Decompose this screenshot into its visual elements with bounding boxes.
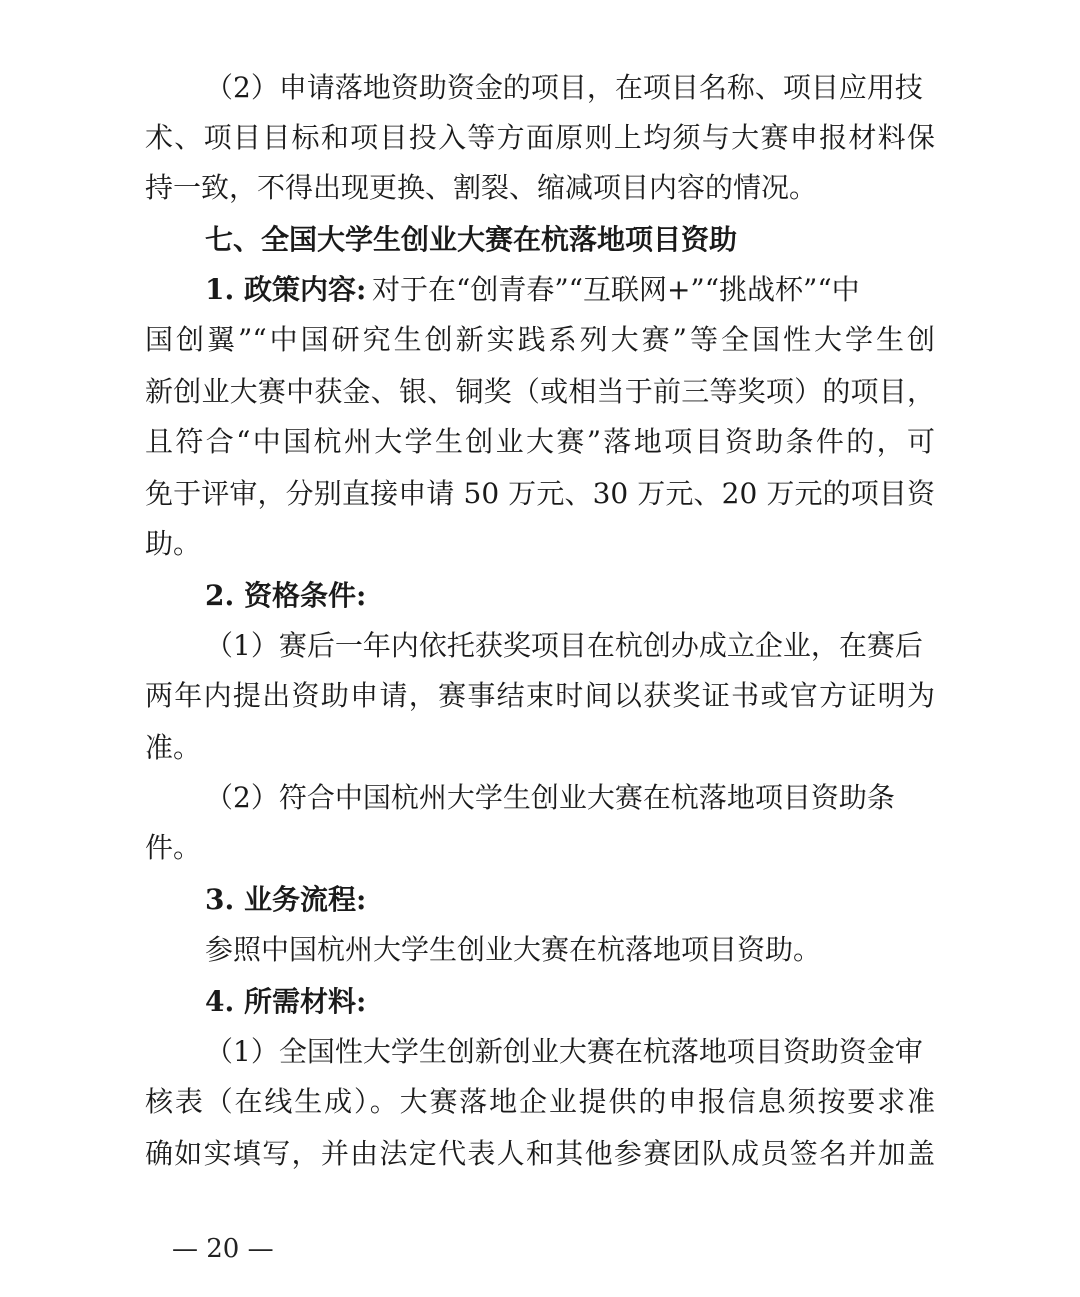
paragraph-line: 准。 [145, 731, 202, 764]
paragraph-line: 持一致，不得出现更换、割裂、缩减项目内容的情况。 [145, 171, 818, 204]
paragraph-line: 核表（在线生成）。大赛落地企业提供的申报信息须按要求准 [145, 1085, 935, 1118]
subsection-heading: 1. 政策内容: [205, 273, 367, 306]
paragraph-line: 且符合“中国杭州大学生创业大赛”落地项目资助条件的，可 [145, 425, 935, 458]
subsection-heading: 2. 资格条件: [205, 579, 367, 612]
paragraph-line: 两年内提出资助申请，赛事结束时间以获奖证书或官方证明为 [145, 679, 935, 712]
paragraph-line: 国创翼”“中国研究生创新实践系列大赛”等全国性大学生创 [145, 323, 935, 356]
paragraph-line: 件。 [145, 831, 202, 864]
page-number: — 20 — [172, 1234, 274, 1264]
paragraph-line: （1）赛后一年内依托获奖项目在杭创办成立企业，在赛后 [205, 629, 923, 662]
paragraph-line: （1）全国性大学生创新创业大赛在杭落地项目资助资金审 [205, 1035, 923, 1068]
paragraph-line: （2）申请落地资助资金的项目，在项目名称、项目应用技 [205, 71, 923, 104]
subsection-heading: 4. 所需材料: [205, 985, 367, 1018]
paragraph-line: （2）符合中国杭州大学生创业大赛在杭落地项目资助条 [205, 781, 895, 814]
paragraph-line: 助。 [145, 527, 202, 560]
paragraph-line: 术、项目目标和项目投入等方面原则上均须与大赛申报材料保 [145, 121, 935, 154]
paragraph-line: 确如实填写，并由法定代表人和其他参赛团队成员签名并加盖 [145, 1137, 935, 1170]
paragraph-line: 参照中国杭州大学生创业大赛在杭落地项目资助。 [205, 933, 822, 966]
section-heading: 七、全国大学生创业大赛在杭落地项目资助 [205, 223, 738, 256]
paragraph-line: 新创业大赛中获金、银、铜奖（或相当于前三等奖项）的项目， [145, 375, 935, 408]
paragraph-line: 对于在“创青春”“互联网+”“挑战杯”“中 [372, 273, 860, 306]
subsection-heading: 3. 业务流程: [205, 883, 367, 916]
paragraph-line: 免于评审，分别直接申请 50 万元、30 万元、20 万元的项目资 [145, 477, 935, 510]
